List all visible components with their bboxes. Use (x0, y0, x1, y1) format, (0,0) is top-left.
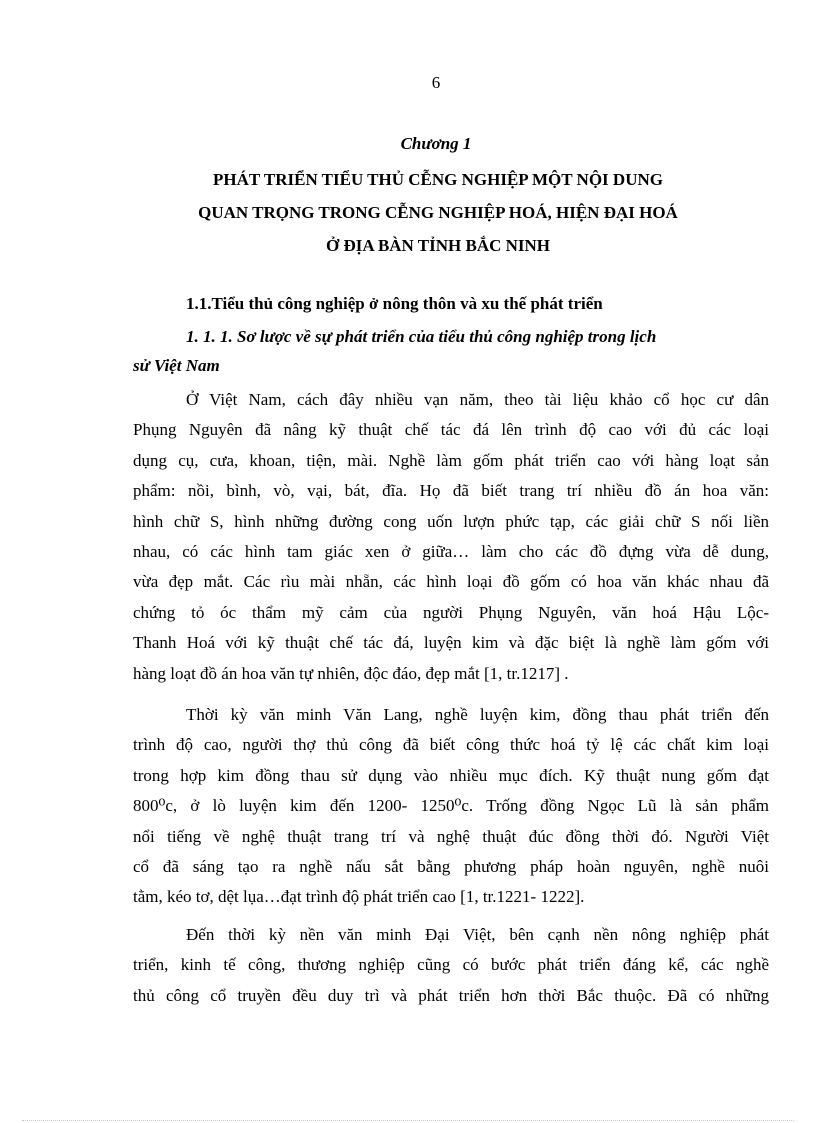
text-line: trình độ cao, người thợ thủ công đã biết công thức hoá tỷ lệ các chất kim loại (133, 735, 769, 755)
text-line: hàng loạt đồ án hoa văn tự nhiên, độc đáo, đẹp mắt [1, tr.1217] . (133, 663, 569, 683)
text-line: trong hợp kim đồng thau sử dụng vào nhiều mục đích. Kỹ thuật nung gốm đạt (133, 765, 769, 785)
text-line: Thanh Hoá với kỹ thuật chế tác đá, luyện kim và đặc biệt là nghề làm gốm với (133, 633, 769, 653)
text-line: Đến thời kỳ nền văn minh Đại Việt, bên cạnh nền nông nghiệp phát (186, 925, 769, 944)
paragraph (133, 920, 769, 1011)
text-line: Ở Việt Nam, cách đây nhiều vạn năm, theo tài liệu khảo cổ học cư dân (186, 390, 769, 409)
page-number: 6 (431, 73, 441, 92)
subsection-heading-line: sử Việt Nam (133, 356, 220, 375)
page-bottom-divider (22, 1120, 794, 1121)
chapter-label: Chương 1 (400, 134, 472, 153)
text-line: hình chữ S, hình những đường cong uốn lượn phức tạp, các giải chữ S nối liền (133, 511, 769, 531)
subsection-heading-line: 1. 1. 1. Sơ lược về sự phát triển của tiểu thủ công nghiệp trong lịch (186, 327, 657, 346)
text-line: triển, kinh tế công, thương nghiệp cũng có bước phát triển đáng kể, các nghề (133, 955, 769, 975)
chapter-title-line: QUAN TRỌNG TRONG CỄNG NGHIỆP HOÁ, HIỆN ĐẠI HOÁ (198, 203, 678, 222)
text-line: Thời kỳ văn minh Văn Lang, nghề luyện kim, đồng thau phát triển đến (186, 705, 769, 724)
text-line: thủ công cổ truyền đều duy trì và phát triển hơn thời Bắc thuộc. Đã có những (133, 985, 769, 1005)
text-line: nổi tiếng về nghệ thuật trang trí và nghệ thuật đúc đồng thời đó. Người Việt (133, 826, 769, 846)
text-line: dụng cụ, cưa, khoan, tiện, mài. Nghề làm gốm phát triển cao với hàng loạt sản (133, 450, 769, 470)
text-line: cổ đã sáng tạo ra nghề nấu sắt bằng phương pháp hoàn nguyên, nghề nuôi (133, 856, 769, 876)
text-line: phẩm: nồi, bình, vò, vại, bát, đĩa. Họ đã biết trang trí nhiều đồ án hoa văn: (133, 481, 769, 501)
text-line: nhau, có các hình tam giác xen ở giữa… làm cho các đồ đựng vừa dễ dung, (133, 541, 769, 561)
text-line: 800⁰c, ở lò luyện kim đến 1200- 1250⁰c. Trống đồng Ngọc Lũ là sản phẩm (133, 796, 769, 816)
paragraph (133, 700, 769, 913)
chapter-title-line: PHÁT TRIỂN TIỂU THỦ CỄNG NGHIỆP MỘT NỘI DUNG (213, 170, 663, 189)
text-line: vừa đẹp mắt. Các rìu mài nhẵn, các hình loại đồ gốm có hoa văn khác nhau đã (133, 572, 769, 592)
paragraph (133, 385, 769, 689)
section-heading: 1.1.Tiểu thủ công nghiệp ở nông thôn và xu thế phát triển (186, 294, 603, 313)
text-line: chứng tỏ óc thẩm mỹ cảm của người Phụng Nguyên, văn hoá Hậu Lộc- (133, 602, 769, 622)
text-line: tằm, kéo tơ, dệt lụa…đạt trình độ phát triển cao [1, tr.1221- 1222]. (133, 887, 585, 907)
chapter-title (120, 163, 756, 262)
subsection-heading (133, 322, 769, 380)
chapter-title-line: Ở ĐỊA BÀN TỈNH BẮC NINH (325, 236, 551, 255)
text-line: Phụng Nguyên đã nâng kỹ thuật chế tác đá lên trình độ cao với đủ các loại (133, 420, 769, 440)
